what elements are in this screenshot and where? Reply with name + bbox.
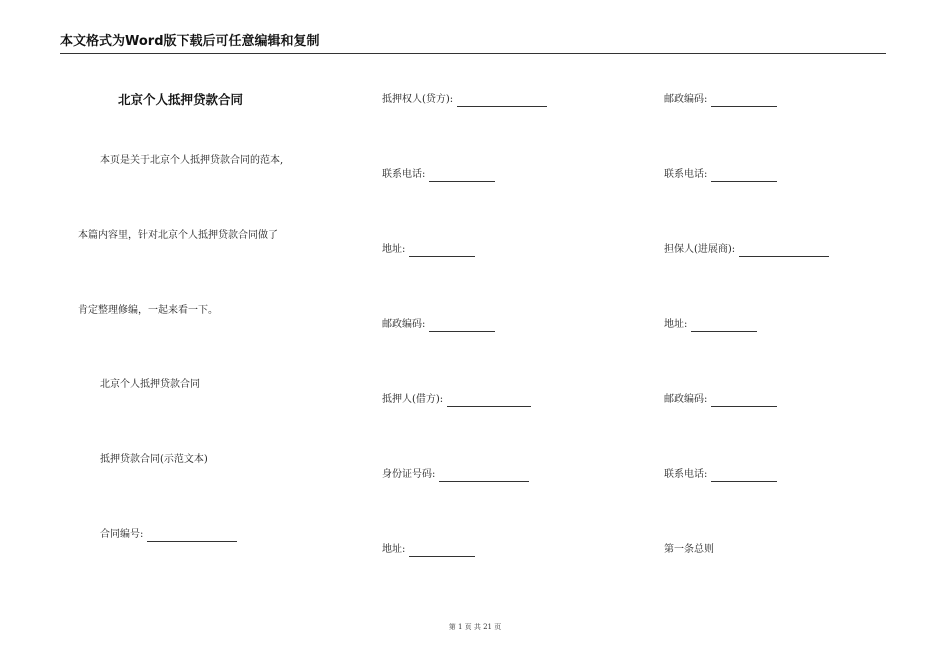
id-number-blank <box>439 471 529 482</box>
intro-line-3: 肯定整理修编，一起来看一下。 <box>78 305 218 316</box>
mortgagee-address-field <box>382 243 475 257</box>
mortgagor-postcode-blank <box>711 96 777 107</box>
mortgagee-label: 抵押权人(贷方): <box>382 94 454 105</box>
mortgagor-phone-label: 联系电话: <box>664 169 708 180</box>
article-1-heading: 第一条总则 <box>664 544 714 555</box>
mortgagee-address-label: 地址: <box>382 244 406 255</box>
guarantor-address-field <box>664 318 757 332</box>
mortgagee-phone-blank <box>429 171 495 182</box>
mortgagee-phone-label: 联系电话: <box>382 169 426 180</box>
guarantor-label: 担保人(进展商): <box>664 244 736 255</box>
mortgagee-field <box>382 93 547 107</box>
id-number-label: 身份证号码: <box>382 469 436 480</box>
contract-number-label: 合同编号: <box>100 529 144 540</box>
mortgagor-postcode-field <box>664 93 777 107</box>
page-header <box>60 34 886 54</box>
mortgagor-phone-blank <box>711 171 777 182</box>
contract-heading: 北京个人抵押贷款合同 <box>100 379 200 390</box>
header-title: 本文格式为Word版下载后可任意编辑和复制 <box>60 34 320 49</box>
guarantor-postcode-blank <box>711 396 777 407</box>
guarantor-postcode-label: 邮政编码: <box>664 394 708 405</box>
contract-number-field <box>100 528 237 542</box>
mortgagee-postcode-label: 邮政编码: <box>382 319 426 330</box>
mortgagor-blank <box>447 396 531 407</box>
guarantor-address-blank <box>691 321 757 332</box>
page-footer: 第 1 页 共 21 页 <box>448 623 502 631</box>
guarantor-blank <box>739 246 829 257</box>
mortgagor-field <box>382 393 531 407</box>
id-number-field <box>382 468 529 482</box>
document-title: 北京个人抵押贷款合同 <box>118 92 244 107</box>
mortgagor-address-blank <box>409 546 475 557</box>
mortgagee-postcode-field <box>382 318 495 332</box>
intro-line-2: 本篇内容里，针对北京个人抵押贷款合同做了 <box>78 230 278 241</box>
intro-line-1: 本页是关于北京个人抵押贷款合同的范本, <box>100 155 284 166</box>
contract-subheading: 抵押贷款合同(示范文本) <box>100 454 208 465</box>
mortgagor-phone-field <box>664 168 777 182</box>
guarantor-field <box>664 243 829 257</box>
mortgagor-address-field <box>382 543 475 557</box>
mortgagee-postcode-blank <box>429 321 495 332</box>
mortgagee-phone-field <box>382 168 495 182</box>
mortgagee-address-blank <box>409 246 475 257</box>
contract-number-blank <box>147 531 237 542</box>
mortgagee-blank <box>457 96 547 107</box>
guarantor-address-label: 地址: <box>664 319 688 330</box>
guarantor-phone-field <box>664 468 777 482</box>
mortgagor-label: 抵押人(借方): <box>382 394 444 405</box>
guarantor-postcode-field <box>664 393 777 407</box>
guarantor-phone-blank <box>711 471 777 482</box>
guarantor-phone-label: 联系电话: <box>664 469 708 480</box>
mortgagor-address-label: 地址: <box>382 544 406 555</box>
mortgagor-postcode-label: 邮政编码: <box>664 94 708 105</box>
